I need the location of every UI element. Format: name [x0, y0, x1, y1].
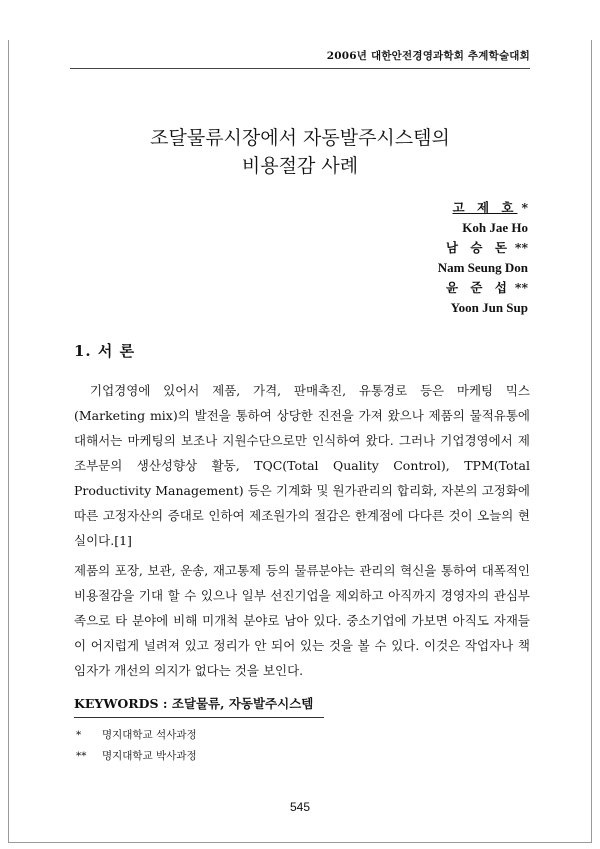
- author-2-name-en: Nam Seung Don: [437, 260, 528, 275]
- author-1-korean: [438, 198, 528, 218]
- keywords-terms: 조달물류, 자동발주시스템: [171, 696, 314, 711]
- footnote-2-mark: **: [76, 750, 87, 762]
- footnote-2-text: 명지대학교 박사과정: [102, 750, 197, 762]
- page-border-left: [8, 40, 9, 843]
- footnote-2: [76, 746, 197, 767]
- title-line-2: 비용절감 사례: [241, 155, 359, 177]
- author-3-name-ko: 윤 준 섭: [445, 280, 511, 295]
- author-2-korean: [438, 238, 528, 258]
- keywords-line: [74, 694, 313, 712]
- page-border-bottom: [8, 842, 592, 843]
- title-line-1: 조달물류시장에서 자동발주시스템의: [150, 127, 450, 149]
- running-header: 2006년 대한안전경영과학회 추계학술대회: [326, 50, 530, 62]
- author-3-name-en: Yoon Jun Sup: [450, 300, 528, 315]
- footnote-rule: [74, 717, 324, 718]
- paper-title: [70, 124, 530, 180]
- author-3-korean: [438, 278, 528, 298]
- footnote-1: [76, 725, 197, 746]
- page-number: 545: [289, 800, 311, 814]
- footnote-1-text: 명지대학교 석사과정: [102, 729, 197, 741]
- page-border-right: [591, 40, 592, 843]
- footnote-1-mark: *: [76, 729, 82, 741]
- section-heading: 1. 서 론: [74, 342, 136, 360]
- author-1-name-ko: 고 제 호: [452, 200, 518, 215]
- author-1-mark: *: [521, 200, 528, 215]
- header-rule: [70, 68, 530, 69]
- author-block: [438, 198, 528, 318]
- author-1-name-en: Koh Jae Ho: [462, 220, 528, 235]
- footnotes: [76, 725, 197, 767]
- keywords-label: KEYWORDS :: [74, 696, 168, 711]
- author-2-name-ko: 남 승 돈: [445, 240, 511, 255]
- body-paragraph-2: 제품의 포장, 보관, 운송, 재고통제 등의 물류분야는 관리의 혁신을 통하여 대폭적인 비용절감을 기대 할 수 있으나 일부 선진기업을 제외하고 아직까지 경영자의 관심부족으로 타 분야에 비해 미개척 분야로 남아 있다. 중소기업에 가보면 아직도 자재들이 어지럽게 널려져 있고 정리가 안 되어 있는 것을 볼 수 있다. 이것은 작업자나 책임자가 개선의 의지가 없다는 것을 보인다.: [74, 563, 530, 678]
- body-paragraph-1: 기업경영에 있어서 제품, 가격, 판매촉진, 유통경로 등은 마케팅 믹스(Marketing mix)의 발전을 통하여 상당한 진전을 가져 왔으나 제품의 물적유통에 대해서는 마케팅의 보조나 지원수단으로만 인식하여 왔다. 그러나 기업경영에서 제조부문의 생산성향상 활동, TQC(Total Quality Control), TPM(Total Productivity Management) 등은 기계화 및 원가관리의 합리화, 자본의 고정화에 따른 고정자산의 증대로 인하여 제조원가의 절감은 한계점에 다다른 것이 오늘의 현실이다.[1]: [74, 383, 530, 548]
- author-2-mark: **: [514, 240, 528, 255]
- author-3-mark: **: [514, 280, 528, 295]
